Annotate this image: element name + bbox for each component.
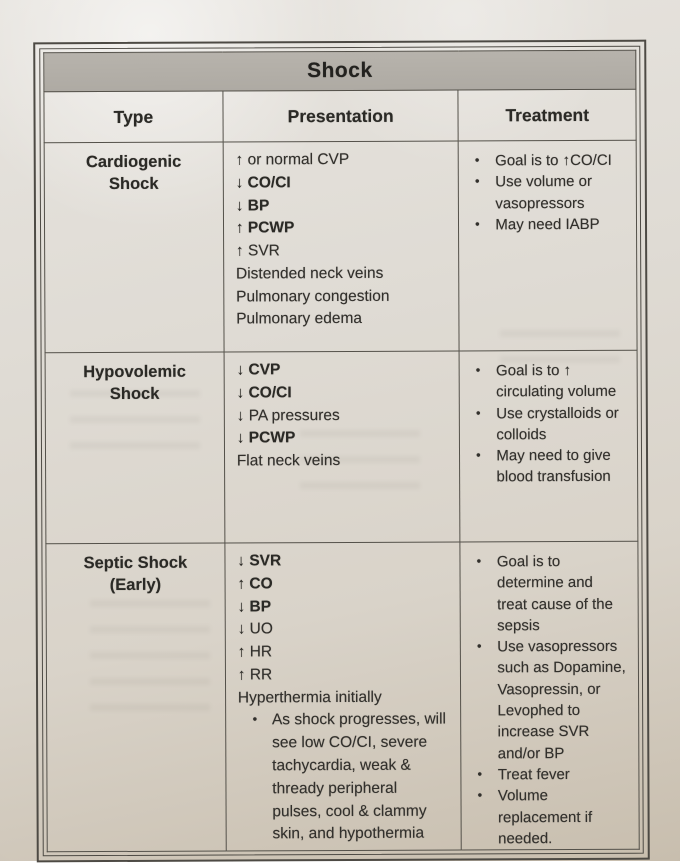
treatment-bullet-item: [461, 551, 632, 637]
treatment-bullet-item: [459, 150, 630, 172]
row-treatment: [460, 541, 639, 850]
bullet-icon: •: [476, 553, 482, 569]
column-header-treatment: Treatment: [458, 89, 636, 141]
type-line: Septic Shock: [83, 553, 188, 573]
type-line: (Early): [109, 576, 162, 595]
type-line: Shock: [109, 385, 160, 404]
presentation-bullet-item: [238, 709, 455, 847]
treatment-bullet-item: [460, 360, 631, 403]
treatment-text: Treat fever: [497, 765, 570, 784]
bullet-icon: •: [475, 404, 481, 421]
bullet-icon: •: [474, 173, 480, 189]
row-type-label: [45, 352, 225, 544]
row-presentation: [223, 141, 460, 352]
type-line: Cardiogenic: [85, 152, 182, 172]
column-header-type: Type: [44, 91, 223, 143]
shock-comparison-table: [43, 50, 639, 853]
treatment-text: Goal is to ↑ circulating volume: [496, 361, 617, 401]
presentation-line: ↑ HR: [237, 643, 273, 661]
treatment-text: Goal is to ↑CO/CI: [495, 151, 612, 170]
type-line: Hypovolemic: [83, 362, 186, 382]
treatment-bullet-item: [459, 214, 630, 236]
bullet-icon: •: [252, 711, 258, 727]
treatment-bullet-item: [459, 171, 630, 214]
treatment-bullet-item: [460, 445, 631, 488]
presentation-line: ↓ CO/CI: [235, 174, 291, 192]
presentation-line: ↓ UO: [237, 620, 273, 638]
table-outer-border: [33, 40, 650, 863]
treatment-bullet-item: [462, 785, 633, 850]
presentation-line: Pulmonary edema: [236, 310, 363, 328]
presentation-line: ↓ PCWP: [236, 429, 296, 447]
presentation-line: ↑ SVR: [235, 242, 280, 260]
column-header-presentation: Presentation: [223, 90, 459, 142]
presentation-line: Pulmonary congestion: [236, 287, 390, 306]
type-line: Shock: [108, 175, 159, 194]
presentation-line: ↓ CO/CI: [236, 383, 292, 402]
treatment-text: May need IABP: [495, 215, 600, 234]
treatment-text: Use vasopressors such as Dopamine, Vasopressin, or Levophed to increase SVR and/or BP: [497, 637, 626, 762]
presentation-line: ↓ BP: [237, 597, 272, 616]
presentation-line: Hyperthermia initially: [237, 688, 382, 707]
bullet-icon: •: [474, 152, 480, 168]
bullet-icon: •: [475, 362, 481, 378]
presentation-line: ↓ BP: [235, 196, 270, 215]
table-title-row: [44, 50, 636, 92]
bullet-icon: •: [477, 766, 483, 782]
treatment-bullet-item: [461, 636, 632, 765]
row-type-label: [46, 543, 226, 852]
table-row-septic: [46, 541, 639, 852]
row-presentation: [225, 542, 462, 851]
row-treatment: [459, 350, 637, 542]
row-treatment: [459, 140, 638, 351]
treatment-text: Volume replacement if needed.: [497, 787, 593, 848]
presentation-line: Flat neck veins: [236, 452, 341, 470]
treatment-text: Use crystalloids or colloids: [496, 404, 619, 444]
treatment-text: Goal is to determine and treat cause of the sepsis: [496, 553, 614, 635]
treatment-text: Use volume or vasopressors: [495, 173, 592, 212]
row-type-label: [44, 142, 224, 353]
table-row-hypovolemic: [45, 350, 638, 544]
treatment-bullet-item: [460, 402, 631, 445]
row-presentation: [224, 351, 460, 543]
table-header-row: [44, 89, 636, 143]
bullet-icon: •: [476, 447, 481, 463]
presentation-line: Distended neck veins: [235, 264, 384, 283]
bullet-icon: •: [475, 216, 480, 232]
presentation-line: ↓ SVR: [237, 552, 282, 570]
table-mid-border: [39, 46, 644, 857]
presentation-line: ↑ CO: [237, 575, 273, 593]
treatment-bullet-item: [462, 764, 633, 786]
presentation-line: ↓ PA pressures: [236, 406, 340, 425]
presentation-line: ↑ or normal CVP: [235, 150, 350, 169]
presentation-text: As shock progresses, will see low CO/CI, severe tachycardia, weak & thready peripheral pulses, cool & clammy skin, and hypothermia: [271, 711, 447, 843]
presentation-line: ↑ PCWP: [235, 219, 295, 237]
presentation-line: ↑ RR: [237, 666, 273, 684]
bullet-icon: •: [476, 638, 482, 654]
shock-table: [33, 40, 650, 863]
table-row-cardiogenic: [44, 140, 637, 353]
presentation-line: ↓ CVP: [236, 361, 281, 379]
treatment-text: May need to give blood transfusion: [496, 447, 611, 486]
table-title: Shock: [44, 50, 636, 92]
bullet-icon: •: [477, 787, 483, 803]
